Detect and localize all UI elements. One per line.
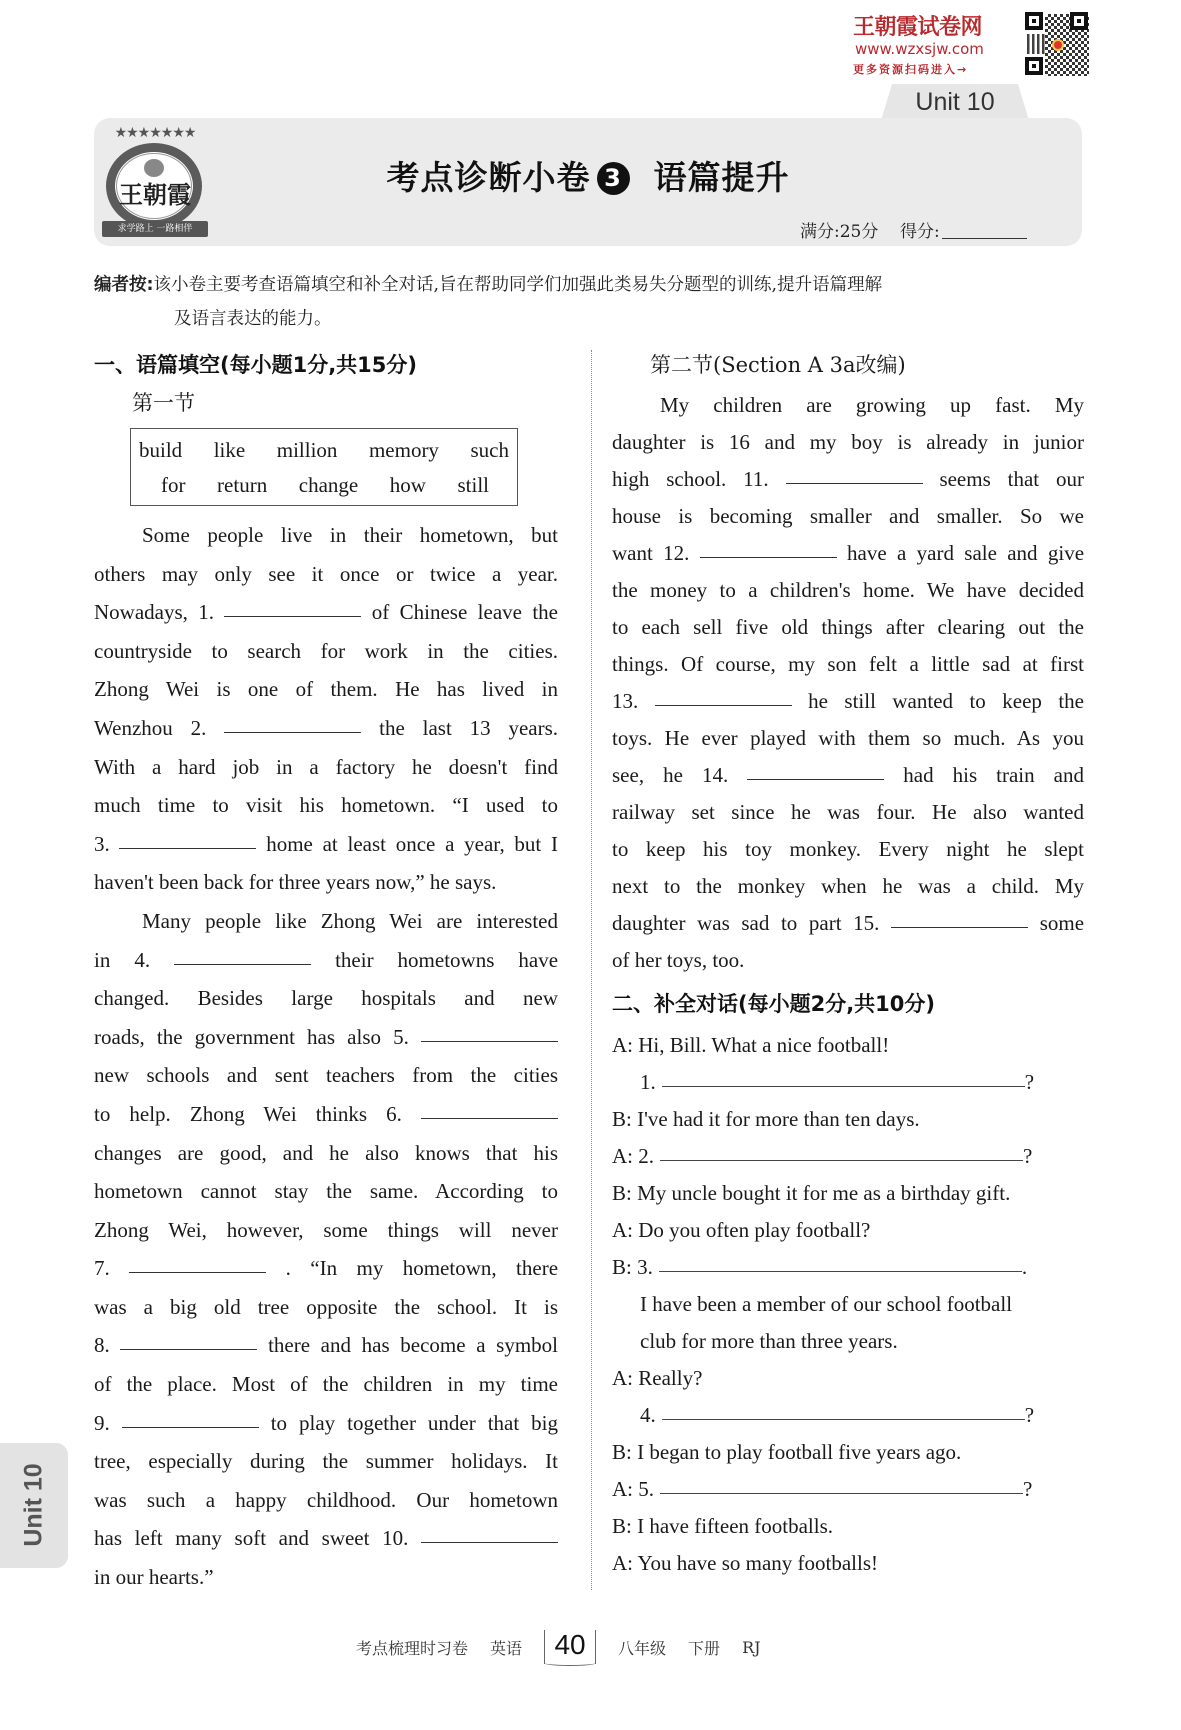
title-number-badge: 3 xyxy=(597,162,630,195)
passage-text: 3. xyxy=(94,831,110,856)
stars-icon: ★★★★★★★ xyxy=(114,125,196,141)
passage-line xyxy=(94,825,558,864)
dialogue-text: 2. xyxy=(638,1144,654,1168)
passage-text: house is becoming smaller and smaller. So we xyxy=(612,504,1084,528)
passage-text: home at least once a year, but I xyxy=(266,831,558,856)
word-bank-item: change xyxy=(298,473,359,497)
speaker-label: A: xyxy=(612,1144,633,1168)
passage-line xyxy=(612,794,1084,831)
right-column xyxy=(612,350,1084,1582)
dialogue-line xyxy=(612,1101,1084,1138)
answer-blank[interactable] xyxy=(224,616,361,617)
passage-line xyxy=(94,1326,558,1365)
passage-line xyxy=(612,609,1084,646)
speaker-label: A: xyxy=(612,1218,633,1242)
passage-text: 8. xyxy=(94,1333,110,1358)
page-number: 40 xyxy=(544,1630,596,1664)
passage-line xyxy=(612,868,1084,905)
answer-blank[interactable] xyxy=(129,1272,266,1273)
dialogue-text: You have so many footballs! xyxy=(637,1551,878,1575)
passage-text: much time to visit his hometown. “I used to xyxy=(94,793,558,818)
passage-line xyxy=(94,748,558,787)
passage-text: of the place. Most of the children in my time xyxy=(94,1372,558,1397)
end-punctuation: . xyxy=(1021,1255,1028,1279)
answer-blank[interactable] xyxy=(747,779,884,780)
passage-text: Zhong Wei is one of them. He has lived in xyxy=(94,677,558,702)
passage-line xyxy=(612,572,1084,609)
passage-text: to each sell five old things after clearing out the xyxy=(612,615,1084,639)
dialogue-text: My uncle bought it for me as a birthday gift. xyxy=(637,1181,1011,1205)
dialogue-line xyxy=(612,1360,1084,1397)
passage-line xyxy=(612,683,1084,720)
dialogue-line xyxy=(612,1434,1084,1471)
passage-text: Many people like Zhong Wei are interested xyxy=(142,908,558,933)
passage-text: the money to a children's home. We have decided xyxy=(612,578,1084,602)
speaker-label: B: xyxy=(612,1107,632,1131)
dialogue-text: 4. xyxy=(640,1403,656,1427)
passage-text: has left many soft and sweet 10. xyxy=(94,1526,409,1551)
passage-line xyxy=(94,863,558,902)
answer-blank[interactable] xyxy=(660,1160,1023,1161)
editor-note-line1: 该小卷主要考查语篇填空和补全对话,旨在帮助同学们加强此类易失分题型的训练,提升语篇理解 xyxy=(153,275,883,295)
answer-blank[interactable] xyxy=(655,705,792,706)
passage-text: haven't been back for three years now,” he says. xyxy=(94,870,497,895)
passage-text: in our hearts.” xyxy=(94,1565,214,1590)
passage-line xyxy=(94,1211,558,1250)
passage-text: of her toys, too. xyxy=(612,948,745,972)
footer-volume: 下册 xyxy=(688,1638,721,1658)
dialogue-line xyxy=(612,1064,1084,1101)
passage-text: Zhong Wei, however, some things will never xyxy=(94,1217,558,1242)
passage-text: high school. 11. xyxy=(612,467,769,491)
passage-text: in 4. xyxy=(94,947,151,972)
passage-text: daughter was sad to part 15. xyxy=(612,911,880,935)
passage-text: Some people live in their hometown, but xyxy=(142,523,558,547)
passage-text: toys. He ever played with them so much. As you xyxy=(612,726,1084,750)
passage-line xyxy=(612,387,1084,424)
answer-blank[interactable] xyxy=(224,732,361,733)
speaker-label: A: xyxy=(612,1366,633,1390)
passage-line xyxy=(94,1249,558,1288)
dialogue-text: I began to play football five years ago. xyxy=(637,1440,962,1464)
score-label: 得分: xyxy=(899,222,940,242)
passage-line xyxy=(94,593,558,632)
logo-ribbon: 求学路上 一路相伴 xyxy=(102,221,208,237)
passage-text: some xyxy=(1039,911,1084,935)
passage-line xyxy=(94,1442,558,1481)
word-bank-item: such xyxy=(470,438,509,462)
word-bank-item: million xyxy=(276,438,338,462)
answer-blank[interactable] xyxy=(421,1542,558,1543)
dialogue-line xyxy=(612,1471,1084,1508)
passage-part1 xyxy=(94,516,558,1597)
passage-text: to keep his toy monkey. Every night he slept xyxy=(612,837,1084,861)
dialogue-text: club for more than three years. xyxy=(640,1329,898,1353)
passage-text: With a hard job in a factory he doesn't find xyxy=(94,754,558,779)
dialogue-text: Hi, Bill. What a nice football! xyxy=(638,1033,890,1057)
passage-text: see, he 14. xyxy=(612,763,729,787)
passage-line xyxy=(94,1481,558,1520)
editor-note xyxy=(94,268,1084,336)
dialogue xyxy=(612,1027,1084,1582)
passage-line xyxy=(94,709,558,748)
passage-line xyxy=(94,1134,558,1173)
dialogue-line xyxy=(612,1508,1084,1545)
passage-line xyxy=(612,905,1084,942)
word-bank-item: still xyxy=(457,473,489,497)
answer-blank[interactable] xyxy=(119,848,256,849)
title-prefix: 考点诊断小卷 xyxy=(386,158,591,197)
dialogue-text: I have been a member of our school football xyxy=(640,1292,1013,1316)
page-footer xyxy=(356,1630,826,1664)
passage-text: he still wanted to keep the xyxy=(808,689,1084,713)
title-suffix: 语篇提升 xyxy=(653,158,790,197)
passage-text: there and has become a symbol xyxy=(268,1333,558,1358)
passage-text: had his train and xyxy=(903,763,1084,787)
passage-text: new schools and sent teachers from the cities xyxy=(94,1063,558,1088)
word-bank-item: how xyxy=(389,473,426,497)
passage-line xyxy=(94,786,558,825)
section2-heading: 二、补全对话(每小题2分,共10分) xyxy=(612,992,936,1016)
passage-text: 7. xyxy=(94,1256,110,1281)
passage-line xyxy=(94,1172,558,1211)
answer-blank[interactable] xyxy=(700,557,837,558)
dialogue-line xyxy=(612,1397,1084,1434)
passage-line xyxy=(612,461,1084,498)
dialogue-text: I have fifteen footballs. xyxy=(637,1514,834,1538)
word-bank-item: memory xyxy=(368,438,439,462)
speaker-label: B: xyxy=(612,1255,632,1279)
passage-text: changes are good, and he also knows that his xyxy=(94,1140,558,1165)
passage-text: Wenzhou 2. xyxy=(94,715,207,740)
passage-line xyxy=(612,720,1084,757)
passage-text: hometown cannot stay the same. According to xyxy=(94,1179,558,1204)
part1-heading: 第一节 xyxy=(132,391,195,415)
end-punctuation: ? xyxy=(1024,1070,1035,1094)
passage-line xyxy=(94,1018,558,1057)
logo-text: 王朝霞 xyxy=(119,180,191,209)
passage-text: the last 13 years. xyxy=(379,715,558,740)
passage-part2 xyxy=(612,387,1084,979)
passage-text: of Chinese leave the xyxy=(371,600,558,625)
word-bank-item: build xyxy=(139,438,183,462)
column-divider xyxy=(591,350,592,1590)
word-bank xyxy=(130,428,518,506)
passage-text: railway set since he was four. He also wanted xyxy=(612,800,1084,824)
dialogue-text: 5. xyxy=(638,1477,654,1501)
dialogue-line xyxy=(612,1249,1084,1286)
passage-line xyxy=(612,646,1084,683)
dialogue-line xyxy=(612,1138,1084,1175)
passage-text: next to the monkey when he was a child. My xyxy=(612,874,1084,898)
passage-text: others may only see it once or twice a year. xyxy=(94,561,558,586)
answer-blank[interactable] xyxy=(120,1349,257,1350)
word-bank-item: like xyxy=(213,438,246,462)
passage-text: 13. xyxy=(612,689,639,713)
passage-text: roads, the government has also 5. xyxy=(94,1024,409,1049)
passage-line xyxy=(94,670,558,709)
passage-line xyxy=(612,424,1084,461)
answer-blank[interactable] xyxy=(174,964,311,965)
passage-text: Nowadays, 1. xyxy=(94,600,215,625)
passage-text: tree, especially during the summer holidays. It xyxy=(94,1449,558,1474)
answer-blank[interactable] xyxy=(662,1086,1025,1087)
passage-text: was a big old tree opposite the school. It is xyxy=(94,1294,558,1319)
footer-subject: 英语 xyxy=(490,1638,523,1658)
passage-line xyxy=(94,1056,558,1095)
passage-line xyxy=(94,555,558,594)
word-bank-row xyxy=(139,433,509,468)
dialogue-line xyxy=(612,1175,1084,1212)
qr-code-icon[interactable] xyxy=(1025,12,1090,77)
dialogue-text: Do you often play football? xyxy=(638,1218,871,1242)
speaker-label: A: xyxy=(612,1551,633,1575)
passage-line xyxy=(612,942,1084,979)
dialogue-line xyxy=(612,1545,1084,1582)
passage-text: countryside to search for work in the cities. xyxy=(94,638,558,663)
editor-note-line2: 及语言表达的能力。 xyxy=(174,309,332,329)
passage-line xyxy=(94,516,558,555)
brand-url-link[interactable]: www.wzxsjw.com xyxy=(855,40,984,58)
dialogue-text: Really? xyxy=(638,1366,703,1390)
passage-text: was such a happy childhood. Our hometown xyxy=(94,1487,558,1512)
passage-text: their hometowns have xyxy=(335,947,558,972)
passage-line xyxy=(94,1095,558,1134)
passage-text: . “In my hometown, there xyxy=(285,1256,558,1281)
side-unit-label: Unit 10 xyxy=(19,1463,48,1547)
dialogue-line xyxy=(612,1027,1084,1064)
brand-name: 王朝霞试卷网 xyxy=(853,15,983,40)
word-bank-row xyxy=(139,468,509,503)
dialogue-line xyxy=(612,1286,1084,1323)
answer-blank[interactable] xyxy=(122,1427,259,1428)
passage-text: changed. Besides large hospitals and new xyxy=(94,986,558,1011)
passage-line xyxy=(612,831,1084,868)
left-column xyxy=(94,350,558,1597)
answer-blank[interactable] xyxy=(891,927,1028,928)
footer-series: 考点梳理时习卷 xyxy=(356,1638,469,1658)
passage-line xyxy=(94,632,558,671)
passage-line xyxy=(94,1519,558,1558)
passage-text: to play together under that big xyxy=(270,1410,558,1435)
passage-text: My children are growing up fast. My xyxy=(660,393,1084,417)
editor-note-lead: 编者按: xyxy=(94,275,154,295)
passage-line xyxy=(612,757,1084,794)
passage-text: 9. xyxy=(94,1410,110,1435)
passage-line xyxy=(94,1365,558,1404)
answer-blank[interactable] xyxy=(421,1118,558,1119)
passage-line xyxy=(94,902,558,941)
speaker-label: B: xyxy=(612,1514,632,1538)
speaker-label: A: xyxy=(612,1477,633,1501)
speaker-label: B: xyxy=(612,1181,632,1205)
section1-heading: 一、语篇填空(每小题1分,共15分) xyxy=(94,353,418,377)
answer-blank[interactable] xyxy=(421,1041,558,1042)
answer-blank[interactable] xyxy=(660,1493,1023,1494)
word-bank-item: for xyxy=(161,473,186,497)
passage-text: to help. Zhong Wei thinks 6. xyxy=(94,1101,402,1126)
footer-grade: 八年级 xyxy=(618,1638,667,1658)
passage-line xyxy=(94,941,558,980)
dialogue-text: I've had it for more than ten days. xyxy=(637,1107,920,1131)
dialogue-text: 3. xyxy=(637,1255,653,1279)
passage-text: daughter is 16 and my boy is already in junior xyxy=(612,430,1084,454)
full-score-label: 满分:25分 xyxy=(800,222,879,242)
score-input[interactable] xyxy=(942,238,1027,239)
part2-heading: 第二节(Section A 3a改编) xyxy=(650,353,906,377)
passage-line xyxy=(612,498,1084,535)
passage-text: seems that our xyxy=(939,467,1084,491)
answer-blank[interactable] xyxy=(786,483,923,484)
end-punctuation: ? xyxy=(1023,1477,1033,1501)
passage-line xyxy=(94,1288,558,1327)
end-punctuation: ? xyxy=(1024,1403,1035,1427)
dialogue-text: 1. xyxy=(640,1070,656,1094)
passage-text: want 12. xyxy=(612,541,690,565)
speaker-label: A: xyxy=(612,1033,633,1057)
word-bank-item: return xyxy=(217,473,268,497)
dialogue-line xyxy=(612,1212,1084,1249)
brand-cta: 更多资源扫码进入→ xyxy=(853,63,969,76)
page-title xyxy=(94,152,1082,199)
footer-edition: RJ xyxy=(742,1637,761,1657)
passage-text: things. Of course, my son felt a little sad at first xyxy=(612,652,1084,676)
dialogue-line xyxy=(612,1323,1084,1360)
answer-blank[interactable] xyxy=(662,1419,1025,1420)
passage-text: have a yard sale and give xyxy=(847,541,1084,565)
passage-line xyxy=(94,979,558,1018)
score-line xyxy=(800,217,1027,242)
passage-line xyxy=(94,1404,558,1443)
speaker-label: B: xyxy=(612,1440,632,1464)
end-punctuation: ? xyxy=(1023,1144,1033,1168)
passage-line xyxy=(612,535,1084,572)
passage-line xyxy=(94,1558,558,1597)
unit-tab-label: Unit 10 xyxy=(915,88,995,116)
answer-blank[interactable] xyxy=(659,1271,1022,1272)
